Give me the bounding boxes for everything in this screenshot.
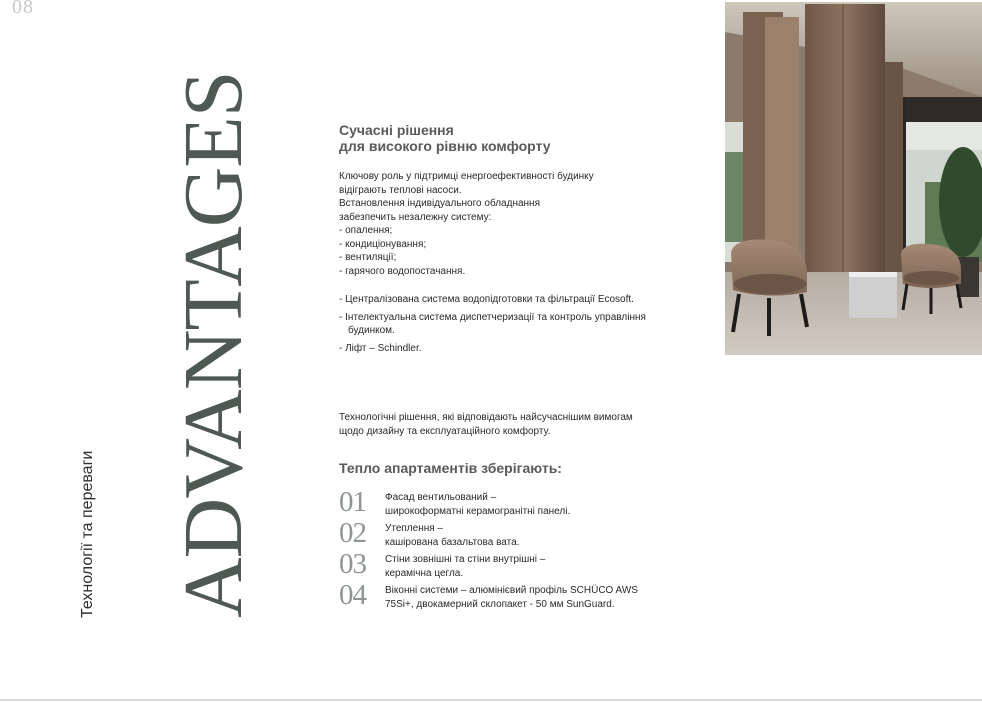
warmth-item-number: 01 <box>339 486 366 518</box>
intro-paragraph <box>339 170 689 278</box>
intro-line: - вентиляції; <box>339 252 397 263</box>
intro-line: - кондиціонування; <box>339 238 427 250</box>
systems-list <box>339 293 689 355</box>
warmth-item-line1: Стіни зовнішні та стіни внутрішні – <box>385 554 546 565</box>
warmth-heading: Тепло апартаментів зберігають: <box>339 460 562 476</box>
systems-item: - Ліфт – Schindler. <box>339 342 422 354</box>
warmth-item-text <box>385 583 638 611</box>
intro-line: Встановлення індивідуального обладнання <box>339 198 540 209</box>
warmth-item-line2: кашірована базальтова вата. <box>385 536 520 548</box>
warmth-list <box>339 486 689 614</box>
page-number: 08 <box>12 0 34 18</box>
intro-line: Ключову роль у підтримці енергоефективності будинку <box>339 171 594 182</box>
tech-note <box>339 411 689 438</box>
warmth-item-text <box>385 552 545 580</box>
warmth-item <box>339 579 689 614</box>
warmth-item-line2: широкоформатні керамогранітні панелі. <box>385 505 571 517</box>
warmth-item-text <box>385 490 570 518</box>
warmth-item <box>339 486 689 521</box>
systems-item: - Інтелектуальна система диспетчеризації та контроль управління будинком. <box>339 311 646 336</box>
bottom-divider <box>0 699 982 701</box>
intro-line: забезпечить незалежну систему: <box>339 211 492 223</box>
warmth-item-line2: керамічна цегла. <box>385 567 464 579</box>
intro-heading-line1: Сучасні рішення <box>339 122 454 138</box>
page-subtitle: Технології та переваги <box>79 450 96 618</box>
warmth-item-line1: Утеплення – <box>385 523 443 534</box>
lobby-photo <box>725 2 982 355</box>
warmth-item-number: 03 <box>339 548 366 580</box>
warmth-item-number: 04 <box>339 579 366 611</box>
warmth-item-line1: Віконні системи – алюмінієвий профіль SCHÜCO AWS <box>385 585 638 596</box>
warmth-item <box>339 517 689 552</box>
warmth-item <box>339 548 689 583</box>
intro-line: - гарячого водопостачання. <box>339 265 466 277</box>
warmth-item-line1: Фасад вентильований – <box>385 492 497 503</box>
warmth-item-text <box>385 521 519 549</box>
warmth-item-number: 02 <box>339 517 366 549</box>
intro-heading-line2: для високого рівню комфорту <box>339 138 551 154</box>
warmth-item-line2: 75Si+, двокамерний склопакет - 50 мм SunGuard. <box>385 598 615 610</box>
tech-note-line2: щодо дизайну та експлуатаційного комфорту. <box>339 425 551 437</box>
systems-item: - Централізована система водопідготовки та фільтрації Ecosoft. <box>339 294 634 305</box>
content-column <box>339 122 689 614</box>
intro-heading <box>339 122 689 154</box>
lobby-illustration <box>725 2 982 355</box>
page-title: ADVANTAGES <box>167 71 260 618</box>
tech-note-line1: Технологічні рішення, які відповідають найсучаснішим вимогам <box>339 412 633 423</box>
intro-line: відіграють теплові насоси. <box>339 184 462 196</box>
intro-line: - опалення; <box>339 225 393 236</box>
